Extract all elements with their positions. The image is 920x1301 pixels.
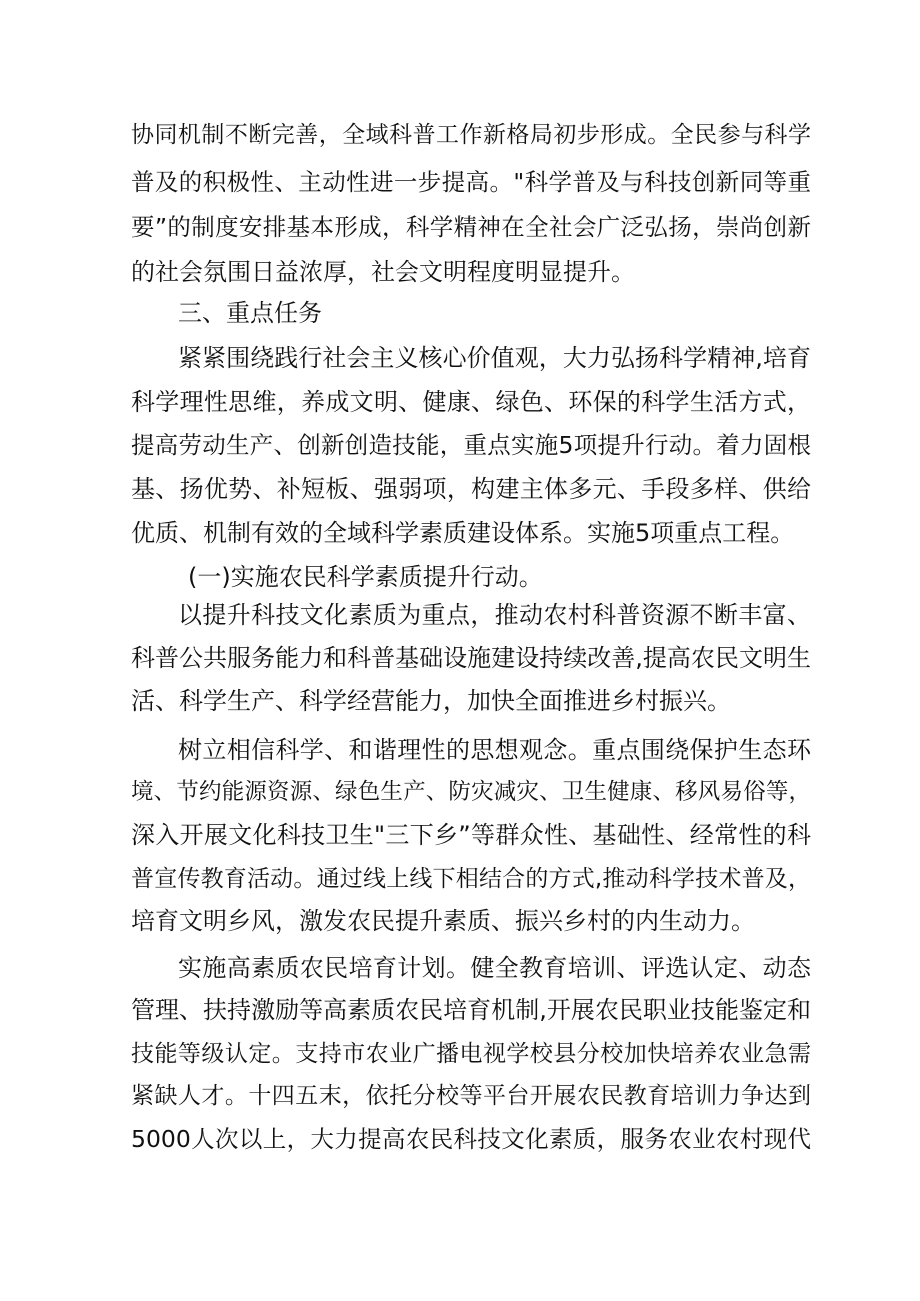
body-text-line: 实施高素质农民培育计划。健全教育培训、评选认定、动态 — [178, 954, 811, 982]
body-text-line: 树立相信科学、和谐理性的思想观念。重点围绕保护生态环 — [178, 736, 811, 764]
body-text-line: 提高劳动生产、创新创造技能，重点实施5项提升行动。着力固根 — [131, 431, 811, 459]
body-text-line: 普及的积极性、主动性进一步提高。"科学普及与科技创新同等重 — [131, 168, 811, 196]
body-text-line: 优质、机制有效的全域科学素质建设体系。实施5项重点工程。 — [131, 519, 795, 547]
body-text-line: 要”的制度安排基本形成，科学精神在全社会广泛弘扬，崇尚创新 — [131, 213, 811, 241]
body-text-line: 培育文明乡风，激发农民提升素质、振兴乡村的内生动力。 — [131, 907, 755, 935]
body-text-line: 活、科学生产、科学经营能力，加快全面推进乡村振兴。 — [131, 687, 731, 715]
section-heading: 三、重点任务 — [178, 299, 322, 327]
body-text-line: 管理、扶持激励等高素质农民培育机制,开展农民职业技能鉴定和 — [131, 996, 811, 1024]
body-text-line: 的社会氛围日益浓厚，社会文明程度明显提升。 — [131, 258, 635, 286]
body-text-line: 紧紧围绕践行社会主义核心价值观，大力弘扬科学精神,培育 — [178, 344, 811, 372]
body-text-line: 以提升科技文化素质为重点，推动农村科普资源不断丰富、 — [178, 601, 811, 629]
body-text-line: 普宣传教育活动。通过线上线下相结合的方式,推动科学技术普及， — [131, 866, 811, 892]
subsection-heading: (一)实施农民科学素质提升行动。 — [188, 563, 543, 591]
body-text-line: 技能等级认定。支持市农业广播电视学校县分校加快培养农业急需 — [131, 1041, 811, 1067]
body-text-line: 紧缺人才。十四五末，依托分校等平台开展农民教育培训力争达到 — [131, 1083, 811, 1109]
body-text-line: 科学理性思维，养成文明、健康、绿色、环保的科学生活方式， — [131, 388, 811, 416]
body-text-line: 协同机制不断完善，全域科普工作新格局初步形成。全民参与科学 — [131, 122, 811, 148]
body-text-line: 深入开展文化科技卫生"三下乡”等群众性、基础性、经常性的科 — [131, 821, 811, 849]
body-text-line: 基、扬优势、补短板、强弱项，构建主体多元、手段多样、供给 — [131, 475, 811, 503]
body-text-line: 5000人次以上，大力提高农民科技文化素质，服务农业农村现代 — [131, 1125, 811, 1153]
body-text-line: 境、节约能源资源、绿色生产、防灾减灾、卫生健康、移风易俗等， — [131, 779, 811, 805]
body-text-line: 科普公共服务能力和科普基础设施建设持续改善,提高农民文明生 — [131, 644, 811, 672]
